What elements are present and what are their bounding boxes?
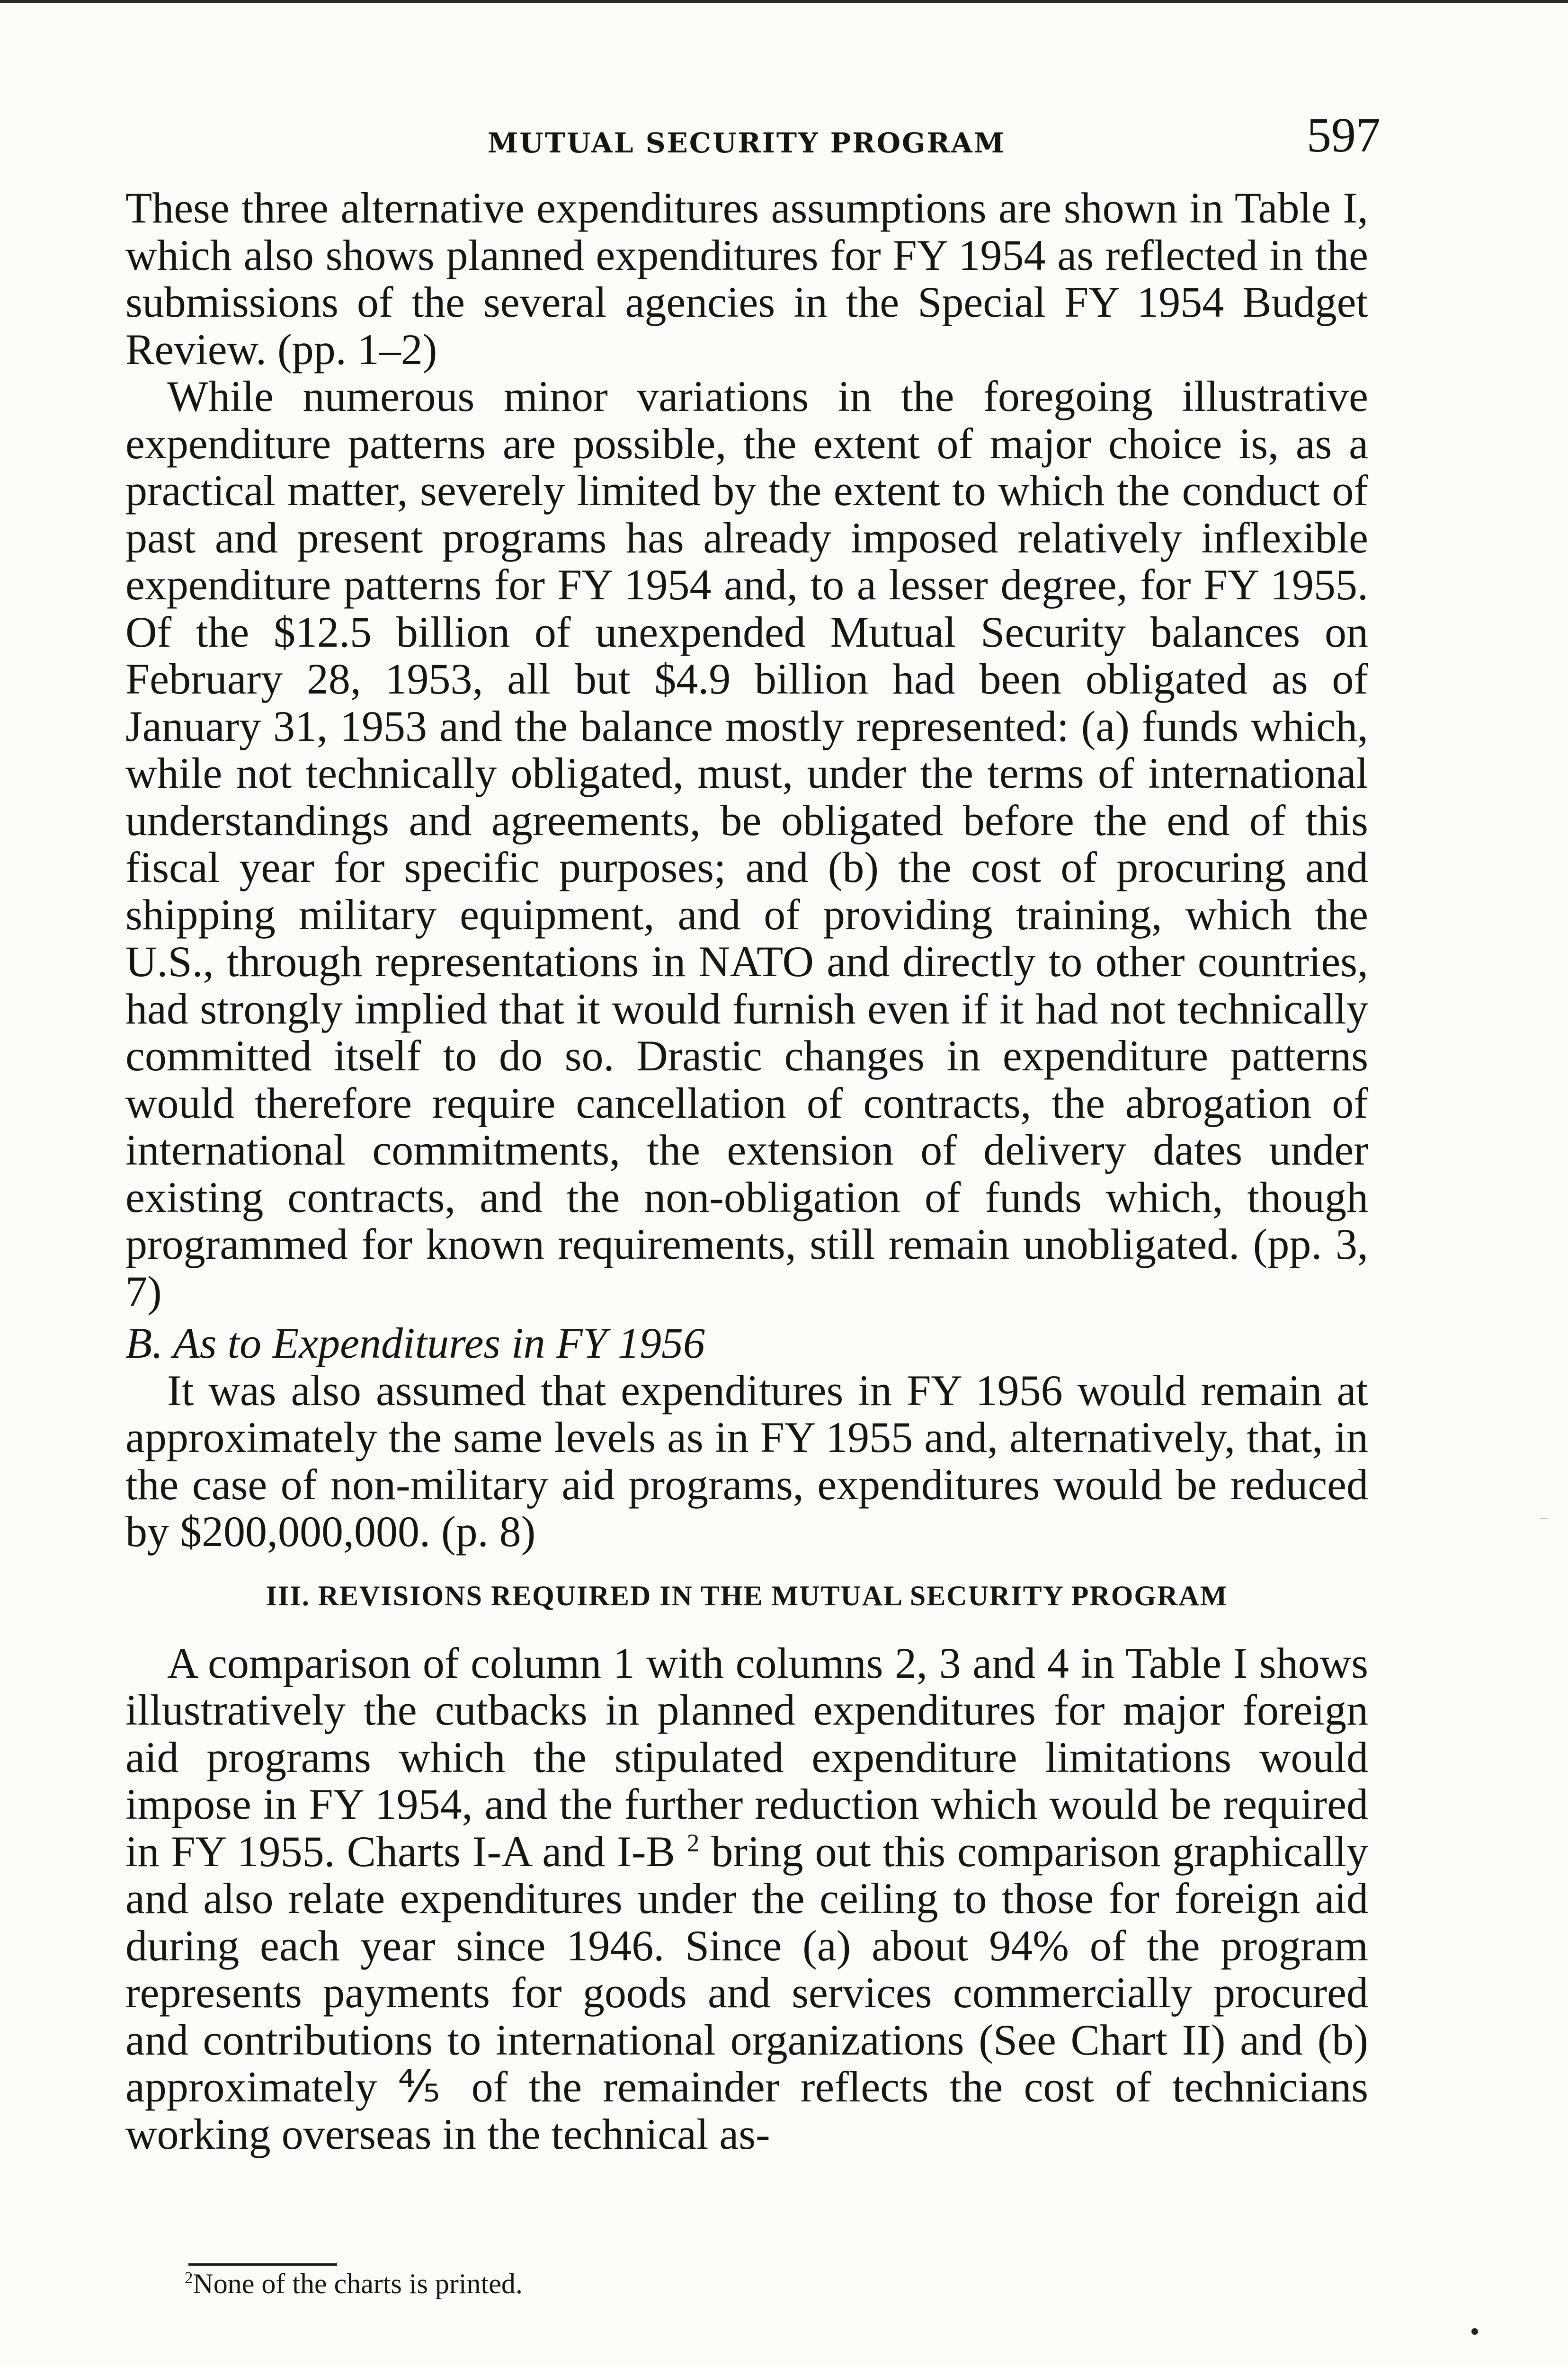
top-border-rule [0,0,1568,3]
footnote-2 [185,2268,523,2300]
paragraph-expenditure-patterns: While numerous minor variations in the foregoing illustrative expenditure patterns are possible, the extent of major choice is, as a practical matter, severely limited by the extent to which the conduct of past and present programs has already imposed relatively inflexible expenditure patterns for FY 1954 and, to a lesser degree, for FY 1955. Of the $12.5 billion of unexpended Mutual Security balances on February 28, 1953, all but $4.9 billion had been obligated as of January 31, 1953 and the balance mostly represented: (a) funds which, while not technically obligated, must, under the terms of international understandings and agreements, be obligated before the end of this fiscal year for specific purposes; and (b) the cost of procuring and shipping military equipment, and of providing training, which the U.S., through representations in NATO and directly to other countries, had strongly implied that it would furnish even if it had not technically committed itself to do so. Drastic changes in expenditure patterns would therefore require cancellation of contracts, the abrogation of international commitments, the extension of delivery dates under existing contracts, and the non-obligation of funds which, though programmed for known requirements, still remain unobligated. (pp. 3, 7) [125,372,1368,1316]
paragraph-text-after-note: bring out this comparison graphically and also relate expenditures under the ceiling to those for foreign aid during each year since 1946. Since (a) about 94% of the program represents payments for goods and services commercially procured and contributions to international organizations (See Chart II) and (b) approximately ⅘ of the remainder reflects the cost of technicians working overseas in the technical as- [125,1827,1368,2158]
section-heading-iii: III. REVISIONS REQUIRED IN THE MUTUAL SECURITY PROGRAM [266,1580,1228,1611]
page-number: 597 [1307,108,1381,162]
footnote-divider [188,2263,337,2266]
footnote-text: None of the charts is printed. [193,2268,523,2299]
paragraph-text-before-note: A comparison of column 1 with columns 2, 3 and 4 in Table I shows illustratively the cutbacks in planned expenditures for major foreign aid programs which the stipulated expenditure limitations would impose in FY 1954, and the further reduction which would be required in FY 1955. Charts I-A and I-B [125,1638,1368,1876]
paragraph-fy1956-expenditures: It was also assumed that expenditures in FY 1956 would remain at approximately the same levels as in FY 1955 and, alternatively, that, in the case of non-military aid programs, expenditures would be reduced by $200,000,000. (p. 8) [125,1366,1368,1556]
ink-speck-icon [1471,2328,1478,2335]
paragraph-required-revisions [125,1640,1368,2158]
paragraph-expenditure-assumptions: These three alternative expenditures assumptions are shown in Table I, which also shows planned expenditures for FY 1954 as reflected in the submissions of the several agencies in the Special FY 1954 Budget Review. (pp. 1–2) [125,184,1368,374]
footnote-marker: 2 [185,2269,193,2287]
footnote-reference-2: 2 [686,1828,700,1857]
margin-dash-mark-icon: – [1539,1505,1549,1529]
section-heading-b: B. As to Expenditures in FY 1956 [125,1319,705,1367]
running-title: MUTUAL SECURITY PROGRAM [488,127,1006,159]
main-text-column [125,185,1368,2158]
